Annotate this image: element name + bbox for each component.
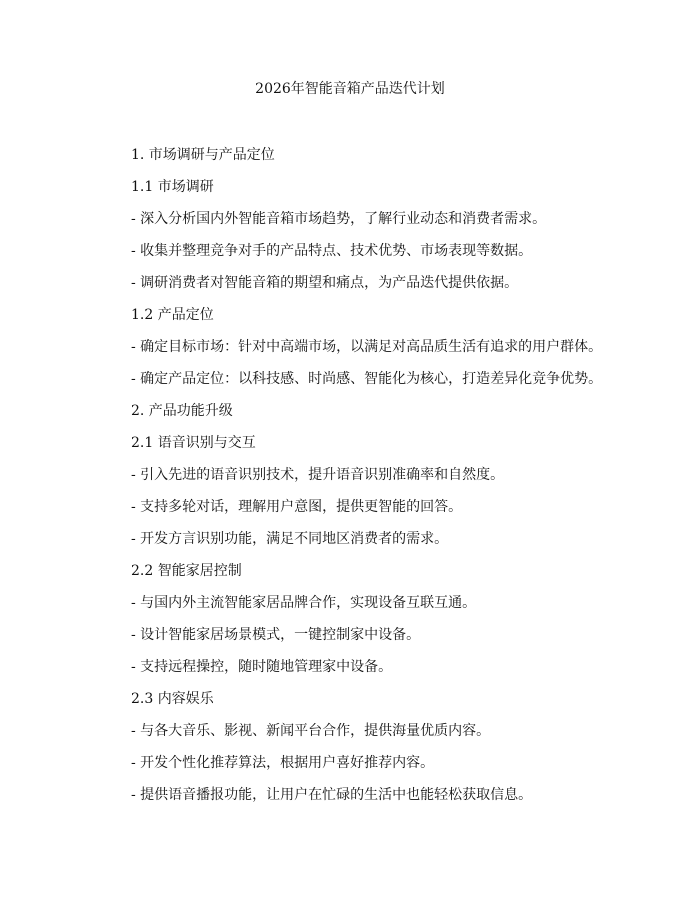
bullet-item: - 调研消费者对智能音箱的期望和痛点，为产品迭代提供依据。 — [131, 275, 519, 291]
subsection-heading: 2.3 内容娱乐 — [131, 691, 214, 707]
bullet-item: - 引入先进的语音识别技术，提升语音识别准确率和自然度。 — [131, 467, 505, 483]
bullet-item: - 与各大音乐、影视、新闻平台合作，提供海量优质内容。 — [131, 723, 491, 739]
subsection-heading: 1.1 市场调研 — [131, 179, 214, 195]
bullet-item: - 开发个性化推荐算法，根据用户喜好推荐内容。 — [131, 755, 435, 771]
bullet-item: - 提供语音播报功能，让用户在忙碌的生活中也能轻松获取信息。 — [131, 787, 533, 803]
section-heading: 1. 市场调研与产品定位 — [131, 147, 275, 163]
document-title: 2026年智能音箱产品迭代计划 — [255, 81, 445, 97]
subsection-heading: 2.1 语音识别与交互 — [131, 435, 256, 451]
bullet-item: - 深入分析国内外智能音箱市场趋势，了解行业动态和消费者需求。 — [131, 211, 547, 227]
bullet-item: - 收集并整理竞争对手的产品特点、技术优势、市场表现等数据。 — [131, 243, 533, 259]
bullet-item: - 确定目标市场：针对中高端市场，以满足对高品质生活有追求的用户群体。 — [131, 339, 603, 355]
subsection-heading: 2.2 智能家居控制 — [131, 563, 242, 579]
bullet-item: - 设计智能家居场景模式，一键控制家中设备。 — [131, 627, 421, 643]
bullet-item: - 确定产品定位：以科技感、时尚感、智能化为核心，打造差异化竞争优势。 — [131, 371, 603, 387]
subsection-heading: 1.2 产品定位 — [131, 307, 214, 323]
bullet-item: - 支持远程操控，随时随地管理家中设备。 — [131, 659, 393, 675]
bullet-item: - 开发方言识别功能，满足不同地区消费者的需求。 — [131, 531, 449, 547]
bullet-item: - 与国内外主流智能家居品牌合作，实现设备互联互通。 — [131, 595, 477, 611]
section-heading: 2. 产品功能升级 — [131, 403, 233, 419]
bullet-item: - 支持多轮对话，理解用户意图，提供更智能的回答。 — [131, 499, 463, 515]
